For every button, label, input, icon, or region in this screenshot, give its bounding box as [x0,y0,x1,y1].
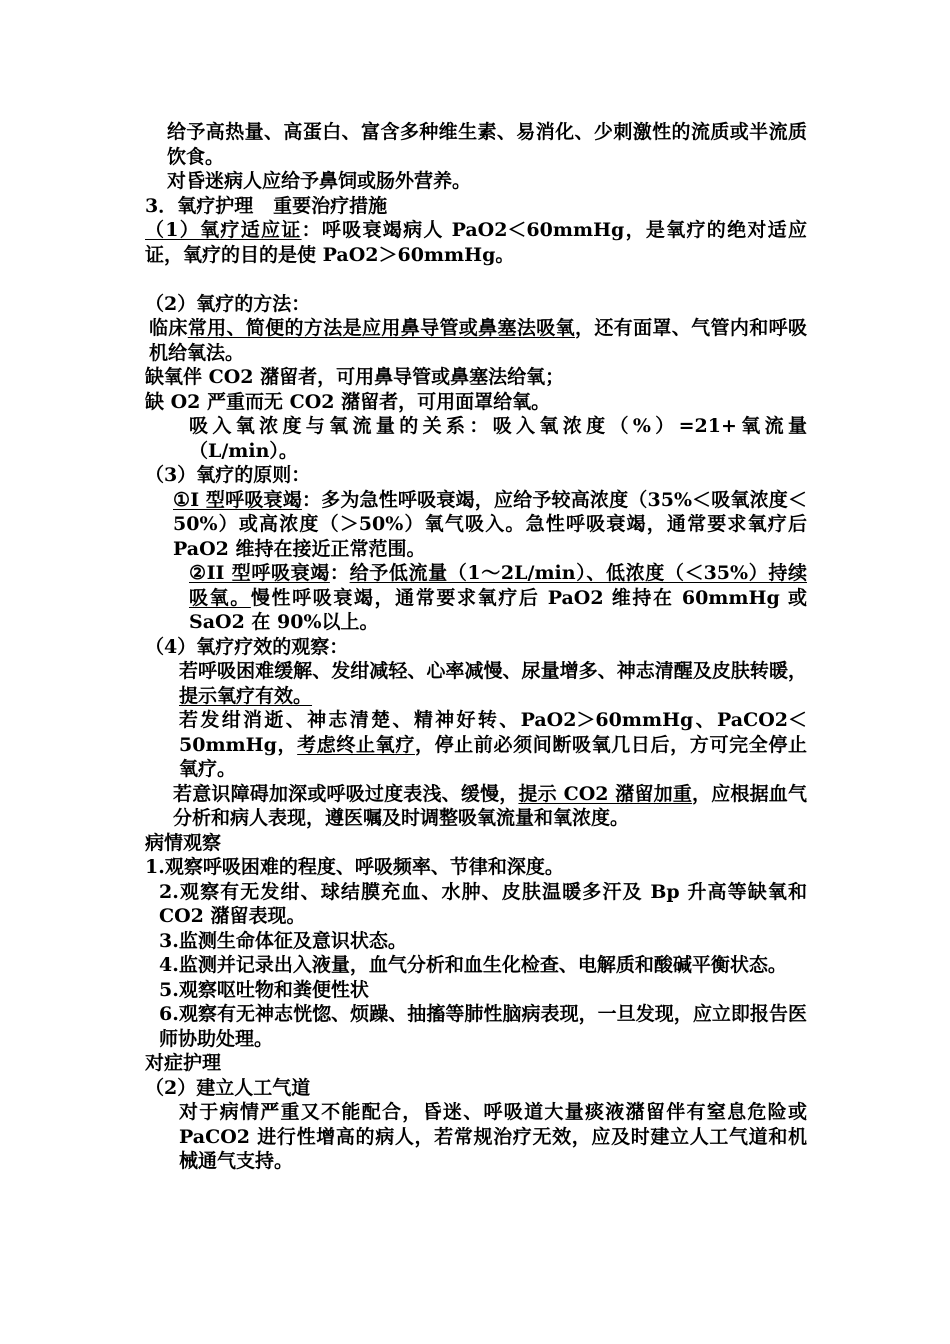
type2-colon: ： [329,562,350,584]
type1-label: ①I 型呼吸衰竭 [173,488,302,511]
coma-nutrition-paragraph: 对昏迷病人应给予鼻饲或肠外营养。 [167,170,472,192]
oxygen-method-no-co2-retention: 缺 O2 严重而无 CO2 潴留者，可用面罩给氧。 [145,390,551,413]
observation-item: 2.观察有无发绀、球结膜充血、水肿、皮肤温暖多汗及 Bp 升高等缺氧和 CO2 潴留表现。 [159,880,807,927]
oxygen-method-paragraph [145,316,807,365]
oxygen-therapy-heading: 3．氧疗护理 重要治疗措施 [145,194,388,217]
document-body [145,120,807,1174]
oxygen-effect-paragraph-2 [145,708,807,782]
effect2-text: 若发绀消逝、神志清楚、精神好转、PaO2＞60mmHg、PaCO2＜50mmHg， [179,709,807,756]
type2-respiratory-failure-paragraph [145,561,807,635]
oxygen-principle-heading: （3）氧疗的原则： [145,464,311,486]
effect3-text: 若意识障碍加深或呼吸过度表浅、缓慢， [173,782,519,805]
observation-item: 6.观察有无神志恍惚、烦躁、抽搐等肺性脑病表现，一旦发现，应立即报告医师协助处理。 [159,1003,807,1050]
type1-respiratory-failure-paragraph [145,488,807,562]
observation-item: 4.监测并记录出入液量，血气分析和血生化检查、电解质和酸碱平衡状态。 [159,954,787,976]
symptomatic-care-heading: 对症护理 [145,1052,222,1074]
effect1-underlined: 提示氧疗有效。 [179,684,313,707]
oxygen-effect-heading: （4）氧疗疗效的观察： [145,635,349,658]
oxygen-concentration-formula: 吸入氧浓度与氧流量的关系：吸入氧浓度（%）=21+氧流量（L/min）。 [189,415,807,462]
observation-item: 1.观察呼吸困难的程度、呼吸频率、节律和深度。 [145,856,564,878]
effect2-underlined: 考虑终止氧疗 [297,733,415,756]
oxygen-indication-paragraph [145,218,807,267]
oxygen-method-underlined: 常用、简便的方法是应用鼻导管或鼻塞法吸氧 [187,317,575,339]
effect3-rest: ，应根据血气分析和病人表现，遵医嘱及时调整吸氧流量和氧浓度。 [173,782,807,829]
oxygen-method-co2-retention: 缺氧伴 CO2 潴留者，可用鼻导管或鼻塞法给氧； [145,366,565,388]
effect2-rest: ，停止前必须间断吸氧几日后，方可完全停止氧疗。 [179,733,807,780]
oxygen-method-rest: ，还有面罩、气管内和呼吸机给氧法。 [149,317,807,364]
artificial-airway-heading: （2）建立人工气道 [145,1076,311,1099]
type2-label: ②II 型呼吸衰竭 [189,562,330,584]
observation-heading: 病情观察 [145,831,222,854]
oxygen-indication-text: ：呼吸衰竭病人 PaO2＜60mmHg，是氧疗的绝对适应证，氧疗的目的是使 PaO2＞60mmHg。 [145,219,807,266]
effect3-underlined: 提示 CO2 潴留加重 [518,782,693,805]
type2-underlined: 给予低流量（1～2L/min）、低浓度（＜35%）持续吸氧。 [189,562,807,609]
oxygen-indication-label: （1）氧疗适应证 [145,219,302,241]
diet-paragraph: 给予高热量、高蛋白、富含多种维生素、易消化、少刺激性的流质或半流质饮食。 [167,121,807,168]
oxygen-effect-paragraph-1 [145,659,807,708]
oxygen-method-heading: （2）氧疗的方法： [145,292,311,315]
type1-text: ：多为急性呼吸衰竭，应给予较高浓度（35%＜吸氧浓度＜50%）或高浓度（＞50%）氧气吸入。急性呼吸衰竭，通常要求氧疗后 PaO2 维持在接近正常范围。 [173,488,807,560]
oxygen-effect-paragraph-3 [145,782,807,831]
observation-item: 3.监测生命体征及意识状态。 [159,929,407,952]
oxygen-method-lead: 临床 [149,317,188,339]
observation-item: 5.观察呕吐物和粪便性状 [159,978,369,1001]
blank-line [145,267,807,292]
effect1-text: 若呼吸困难缓解、发绀减轻、心率减慢、尿量增多、神志清醒及皮肤转暖， [179,660,807,682]
type2-text: 慢性呼吸衰竭，通常要求氧疗后 PaO2 维持在 60mmHg 或 SaO2 在 90%以上。 [189,586,807,633]
artificial-airway-paragraph: 对于病情严重又不能配合，昏迷、呼吸道大量痰液潴留伴有窒息危险或 PaCO2 进行性增高的病人，若常规治疗无效，应及时建立人工气道和机械通气支持。 [179,1101,807,1172]
